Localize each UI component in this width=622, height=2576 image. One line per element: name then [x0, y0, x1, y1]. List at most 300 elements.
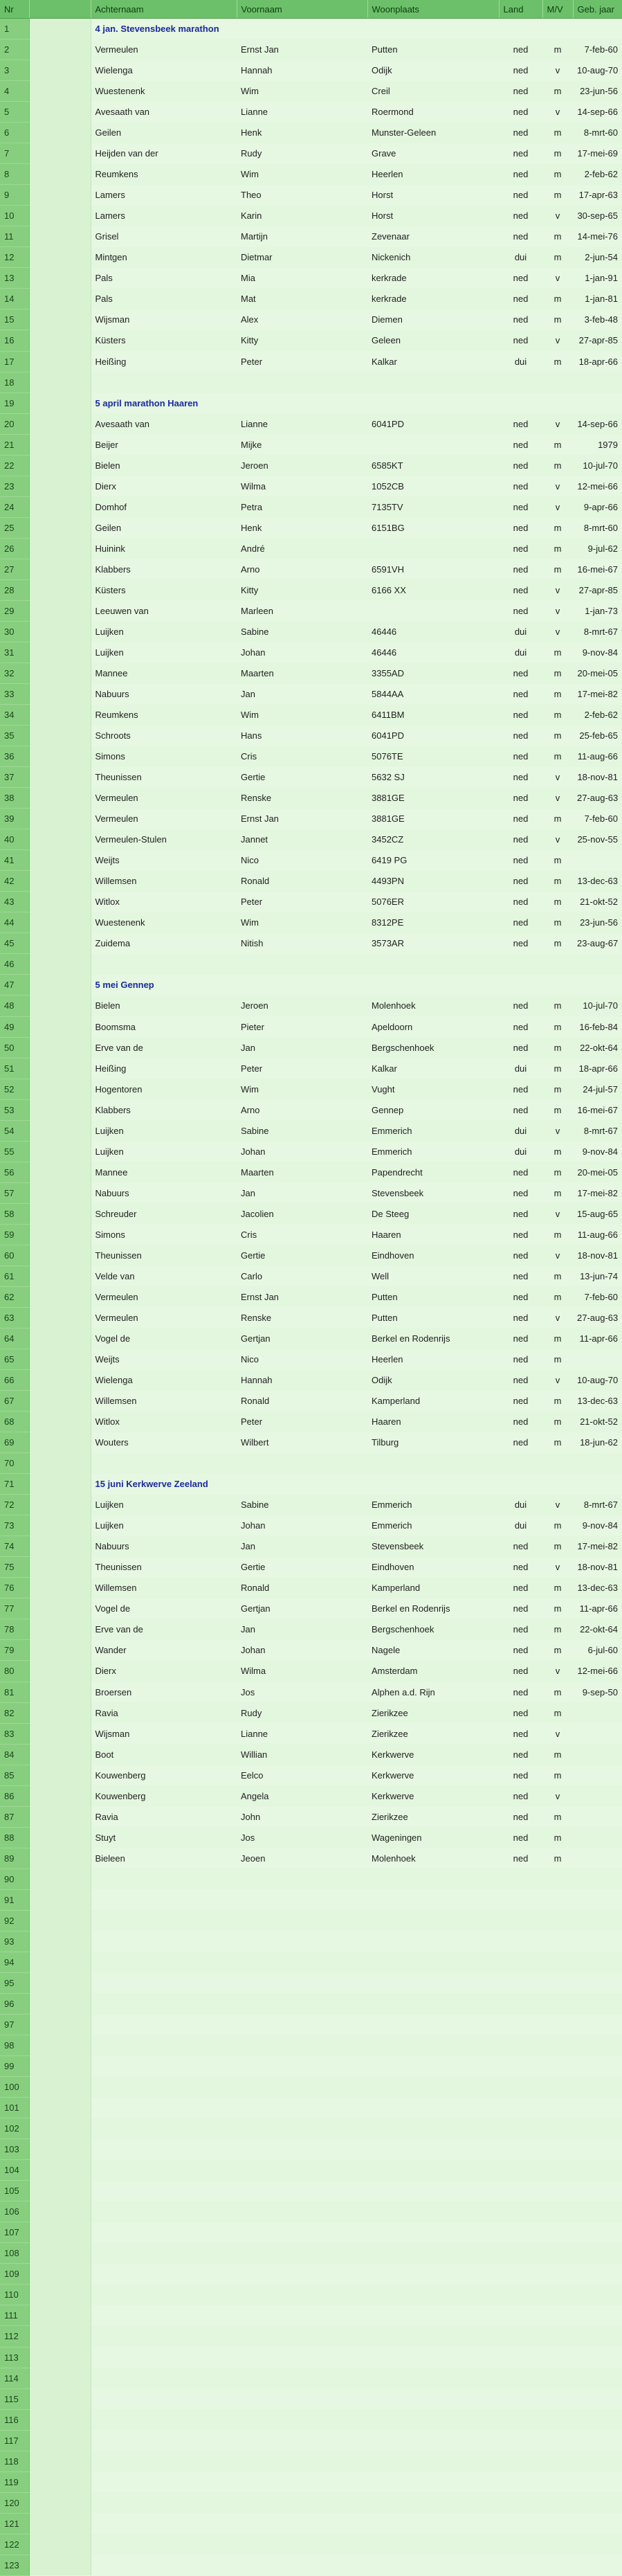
- row-number[interactable]: 83: [0, 1723, 29, 1744]
- row-number[interactable]: 115: [0, 2388, 29, 2409]
- row-number[interactable]: 108: [0, 2243, 29, 2264]
- cell-geb-jaar[interactable]: 23-aug-67: [577, 938, 619, 949]
- cell-land[interactable]: ned: [499, 1328, 542, 1349]
- cell-land[interactable]: ned: [499, 871, 542, 892]
- cell-land[interactable]: ned: [499, 1203, 542, 1224]
- cell-voornaam[interactable]: Henk: [237, 123, 367, 143]
- cell-land[interactable]: [499, 1972, 542, 1993]
- spacer-cell[interactable]: [29, 1370, 91, 1391]
- cell-woonplaats[interactable]: [367, 1910, 499, 1931]
- cell-geb-jaar[interactable]: [573, 1993, 622, 2014]
- cell-mv[interactable]: m: [554, 522, 562, 533]
- cell-woonplaats[interactable]: Grave: [372, 148, 396, 159]
- row-number[interactable]: 45: [0, 933, 29, 954]
- cell-achternaam[interactable]: Willemsen: [95, 1396, 137, 1407]
- cell-land[interactable]: [499, 1993, 542, 2014]
- cell-woonplaats[interactable]: [367, 2118, 499, 2139]
- cell-geb-jaar[interactable]: [573, 2451, 622, 2471]
- row-number[interactable]: 107: [0, 2222, 29, 2243]
- row-number[interactable]: 36: [0, 746, 29, 767]
- cell-woonplaats[interactable]: [367, 2160, 499, 2181]
- cell-geb-jaar[interactable]: 13-jun-74: [580, 1270, 618, 1281]
- cell-geb-jaar[interactable]: 18-jun-62: [580, 1437, 618, 1448]
- cell-woonplaats[interactable]: 3881GE: [372, 813, 405, 825]
- row-number[interactable]: 50: [0, 1037, 29, 1058]
- cell-land[interactable]: [499, 2368, 542, 2388]
- cell-voornaam[interactable]: Martijn: [241, 231, 268, 242]
- cell-voornaam[interactable]: Dietmar: [237, 247, 367, 268]
- row-number[interactable]: 13: [0, 268, 29, 289]
- cell-voornaam[interactable]: [237, 2409, 367, 2430]
- cell-achternaam[interactable]: Luijken: [95, 647, 124, 658]
- row-number[interactable]: 22: [0, 455, 29, 476]
- spacer-cell[interactable]: [29, 1827, 91, 1848]
- cell-woonplaats[interactable]: [367, 2056, 499, 2077]
- cell-land[interactable]: ned: [499, 413, 542, 434]
- cell-voornaam[interactable]: [237, 2243, 367, 2264]
- cell-woonplaats[interactable]: Heerlen: [372, 1354, 403, 1365]
- cell-achternaam[interactable]: Vogel de: [95, 1603, 131, 1614]
- cell-land[interactable]: dui: [514, 1520, 527, 1531]
- cell-mv[interactable]: m: [554, 855, 562, 866]
- cell-geb-jaar[interactable]: [573, 1910, 622, 1931]
- cell-land[interactable]: ned: [499, 206, 542, 226]
- cell-geb-jaar[interactable]: 16-feb-84: [579, 1021, 618, 1032]
- cell-achternaam[interactable]: Dierx: [95, 480, 116, 492]
- spacer-cell[interactable]: [29, 1765, 91, 1785]
- cell-achternaam[interactable]: Nabuurs: [95, 689, 129, 700]
- cell-voornaam[interactable]: Jan: [241, 1187, 255, 1198]
- cell-mv[interactable]: m: [542, 1079, 573, 1099]
- cell-woonplaats[interactable]: Berkel en Rodenrijs: [367, 1328, 499, 1349]
- cell-mv[interactable]: m: [542, 996, 573, 1016]
- row-number[interactable]: 104: [0, 2160, 29, 2181]
- spacer-cell[interactable]: [29, 1120, 91, 1141]
- spacer-cell[interactable]: [29, 372, 91, 393]
- spacer-cell[interactable]: [29, 2451, 91, 2471]
- cell-geb-jaar[interactable]: 14-mei-76: [577, 231, 618, 242]
- cell-achternaam[interactable]: Geilen: [95, 522, 122, 533]
- cell-geb-jaar[interactable]: [573, 2222, 622, 2243]
- row-number[interactable]: 64: [0, 1328, 29, 1349]
- cell-land[interactable]: ned: [513, 107, 529, 118]
- row-number[interactable]: 17: [0, 351, 29, 372]
- cell-mv[interactable]: m: [554, 689, 562, 700]
- cell-geb-jaar[interactable]: 17-mei-69: [577, 148, 618, 159]
- spacer-cell[interactable]: [29, 81, 91, 102]
- cell-voornaam[interactable]: Sabine: [237, 1120, 367, 1141]
- cell-voornaam[interactable]: Johan: [241, 647, 266, 658]
- cell-geb-jaar[interactable]: 17-apr-63: [578, 190, 618, 201]
- cell-mv[interactable]: m: [554, 1811, 562, 1822]
- cell-achternaam[interactable]: Heißing: [95, 356, 127, 367]
- cell-mv[interactable]: v: [542, 621, 573, 642]
- spacer-cell[interactable]: [29, 2347, 91, 2368]
- cell-woonplaats[interactable]: [367, 2305, 499, 2326]
- cell-land[interactable]: ned: [513, 1396, 529, 1407]
- cell-land[interactable]: ned: [513, 855, 529, 866]
- cell-mv[interactable]: v: [542, 206, 573, 226]
- cell-land[interactable]: dui: [514, 1063, 527, 1074]
- cell-woonplaats[interactable]: 1052CB: [372, 480, 404, 492]
- cell-voornaam[interactable]: Wim: [237, 81, 367, 102]
- cell-voornaam[interactable]: Peter: [241, 1063, 263, 1074]
- cell-woonplaats[interactable]: Tilburg: [372, 1437, 399, 1448]
- cell-voornaam[interactable]: [237, 1993, 367, 2014]
- cell-woonplaats[interactable]: [367, 2451, 499, 2471]
- row-number[interactable]: 20: [0, 413, 29, 434]
- spacer-cell[interactable]: [29, 2077, 91, 2098]
- row-number[interactable]: 51: [0, 1058, 29, 1079]
- spacer-cell[interactable]: [29, 143, 91, 164]
- cell-mv[interactable]: m: [542, 123, 573, 143]
- cell-voornaam[interactable]: Maarten: [237, 663, 367, 683]
- cell-land[interactable]: ned: [499, 1412, 542, 1432]
- row-number[interactable]: 118: [0, 2451, 29, 2471]
- cell-achternaam[interactable]: Wander: [95, 1645, 127, 1656]
- cell-achternaam[interactable]: Vogel de: [91, 1328, 237, 1349]
- cell-mv[interactable]: m: [554, 1645, 562, 1656]
- cell-woonplaats[interactable]: 6411BM: [367, 705, 499, 726]
- cell-voornaam[interactable]: [237, 2347, 367, 2368]
- spacer-cell[interactable]: [29, 1619, 91, 1640]
- spacer-cell[interactable]: [29, 1307, 91, 1328]
- cell-geb-jaar[interactable]: [573, 1744, 622, 1765]
- row-number[interactable]: 123: [0, 2555, 29, 2575]
- row-number[interactable]: 59: [0, 1224, 29, 1245]
- spacer-cell[interactable]: [29, 579, 91, 600]
- cell-woonplaats[interactable]: Odijk: [372, 65, 392, 76]
- cell-woonplaats[interactable]: [367, 1931, 499, 1952]
- cell-mv[interactable]: m: [542, 1286, 573, 1307]
- cell-land[interactable]: dui: [499, 247, 542, 268]
- cell-geb-jaar[interactable]: [573, 2035, 622, 2056]
- cell-woonplaats[interactable]: [367, 434, 499, 455]
- cell-voornaam[interactable]: Ronald: [237, 871, 367, 892]
- cell-geb-jaar[interactable]: [573, 2015, 622, 2035]
- cell-mv[interactable]: v: [542, 579, 573, 600]
- cell-achternaam[interactable]: Klabbers: [95, 1104, 131, 1115]
- cell-land[interactable]: [499, 1952, 542, 1972]
- row-number[interactable]: 86: [0, 1785, 29, 1806]
- cell-geb-jaar[interactable]: 30-sep-65: [573, 206, 622, 226]
- cell-land[interactable]: [499, 2451, 542, 2471]
- cell-voornaam[interactable]: Nico: [241, 855, 259, 866]
- cell-achternaam[interactable]: [91, 2098, 237, 2118]
- cell-mv[interactable]: m: [542, 289, 573, 309]
- row-number[interactable]: 5: [0, 102, 29, 123]
- cell-achternaam[interactable]: Vermeulen: [95, 1312, 138, 1323]
- cell-achternaam[interactable]: Wijsman: [95, 314, 130, 325]
- cell-woonplaats[interactable]: 6151BG: [372, 522, 405, 533]
- cell-achternaam[interactable]: Bielen: [91, 996, 237, 1016]
- cell-achternaam[interactable]: [91, 2160, 237, 2181]
- cell-achternaam[interactable]: Pals: [91, 289, 237, 309]
- spacer-cell[interactable]: [29, 1868, 91, 1889]
- cell-geb-jaar[interactable]: [573, 1765, 622, 1785]
- cell-mv[interactable]: [542, 1931, 573, 1952]
- spacer-cell[interactable]: [29, 226, 91, 247]
- cell-voornaam[interactable]: Sabine: [237, 621, 367, 642]
- cell-land[interactable]: ned: [513, 231, 529, 242]
- cell-mv[interactable]: m: [542, 39, 573, 60]
- cell-voornaam[interactable]: Maarten: [237, 1162, 367, 1182]
- row-number[interactable]: 106: [0, 2201, 29, 2222]
- header-achternaam[interactable]: Achternaam: [91, 0, 237, 19]
- cell-land[interactable]: ned: [499, 1661, 542, 1682]
- cell-woonplaats[interactable]: Nickenich: [367, 247, 499, 268]
- cell-geb-jaar[interactable]: 13-dec-63: [573, 871, 622, 892]
- cell-achternaam[interactable]: [91, 1931, 237, 1952]
- cell-woonplaats[interactable]: Molenhoek: [372, 1853, 416, 1864]
- cell-geb-jaar[interactable]: 14-sep-66: [573, 413, 622, 434]
- cell-mv[interactable]: [542, 2347, 573, 2368]
- row-number[interactable]: 69: [0, 1432, 29, 1453]
- cell-voornaam[interactable]: Willian: [237, 1744, 367, 1765]
- cell-mv[interactable]: v: [555, 1562, 560, 1573]
- cell-achternaam[interactable]: Leeuwen van: [95, 605, 149, 616]
- cell-woonplaats[interactable]: Zevenaar: [372, 231, 410, 242]
- cell-geb-jaar[interactable]: 14-sep-66: [577, 107, 618, 118]
- row-number[interactable]: 98: [0, 2035, 29, 2056]
- cell-land[interactable]: [499, 2347, 542, 2368]
- cell-mv[interactable]: [542, 2264, 573, 2285]
- cell-voornaam[interactable]: Jos: [237, 1827, 367, 1848]
- cell-woonplaats[interactable]: 5076TE: [367, 746, 499, 767]
- cell-land[interactable]: ned: [499, 455, 542, 476]
- cell-woonplaats[interactable]: [367, 954, 499, 975]
- row-number[interactable]: 121: [0, 2513, 29, 2534]
- cell-achternaam[interactable]: Boomsma: [95, 1021, 136, 1032]
- cell-land[interactable]: ned: [499, 1744, 542, 1765]
- cell-mv[interactable]: v: [542, 829, 573, 850]
- cell-geb-jaar[interactable]: [573, 1827, 622, 1848]
- cell-geb-jaar[interactable]: [573, 2118, 622, 2139]
- cell-woonplaats[interactable]: [367, 2326, 499, 2347]
- row-number[interactable]: 89: [0, 1848, 29, 1868]
- cell-land[interactable]: ned: [499, 1578, 542, 1598]
- cell-voornaam[interactable]: Ronald: [241, 1396, 270, 1407]
- cell-geb-jaar[interactable]: [573, 2264, 622, 2285]
- row-number[interactable]: 72: [0, 1495, 29, 1515]
- spacer-cell[interactable]: [29, 2160, 91, 2181]
- cell-achternaam[interactable]: [91, 2555, 237, 2575]
- spacer-cell[interactable]: [29, 1391, 91, 1412]
- cell-voornaam[interactable]: Lianne: [241, 107, 268, 118]
- cell-mv[interactable]: v: [555, 273, 560, 284]
- spacer-cell[interactable]: [29, 933, 91, 954]
- cell-voornaam[interactable]: Peter: [237, 1412, 367, 1432]
- cell-geb-jaar[interactable]: 7-feb-60: [584, 813, 618, 825]
- cell-voornaam[interactable]: Marleen: [241, 605, 273, 616]
- cell-land[interactable]: ned: [513, 938, 529, 949]
- cell-mv[interactable]: [542, 2181, 573, 2201]
- cell-voornaam[interactable]: John: [241, 1811, 261, 1822]
- cell-voornaam[interactable]: Angela: [237, 1785, 367, 1806]
- row-number[interactable]: 40: [0, 829, 29, 850]
- cell-mv[interactable]: v: [542, 1203, 573, 1224]
- cell-geb-jaar[interactable]: [573, 2139, 622, 2160]
- cell-mv[interactable]: [542, 2160, 573, 2181]
- section-title[interactable]: 5 april marathon Haaren: [95, 397, 199, 408]
- cell-mv[interactable]: m: [542, 1827, 573, 1848]
- cell-mv[interactable]: m: [554, 1104, 562, 1115]
- cell-achternaam[interactable]: Witlox: [95, 897, 120, 908]
- cell-land[interactable]: [499, 2430, 542, 2451]
- cell-land[interactable]: [499, 2555, 542, 2575]
- cell-mv[interactable]: m: [554, 1769, 562, 1781]
- cell-achternaam[interactable]: Geilen: [91, 123, 237, 143]
- cell-mv[interactable]: m: [554, 1686, 562, 1697]
- cell-mv[interactable]: v: [555, 1728, 560, 1739]
- cell-mv[interactable]: [542, 2368, 573, 2388]
- cell-mv[interactable]: m: [542, 247, 573, 268]
- cell-land[interactable]: [499, 2471, 542, 2492]
- cell-geb-jaar[interactable]: [573, 2056, 622, 2077]
- cell-voornaam[interactable]: Wilma: [241, 480, 266, 492]
- cell-mv[interactable]: m: [542, 912, 573, 933]
- cell-geb-jaar[interactable]: [573, 2471, 622, 2492]
- row-number[interactable]: 119: [0, 2471, 29, 2492]
- cell-woonplaats[interactable]: [367, 2409, 499, 2430]
- row-number[interactable]: 74: [0, 1536, 29, 1557]
- cell-mv[interactable]: m: [554, 1520, 562, 1531]
- cell-mv[interactable]: [542, 2077, 573, 2098]
- spacer-cell[interactable]: [29, 330, 91, 351]
- row-number[interactable]: 67: [0, 1391, 29, 1412]
- cell-woonplaats[interactable]: [367, 2264, 499, 2285]
- cell-land[interactable]: ned: [513, 1562, 529, 1573]
- cell-woonplaats[interactable]: 6585KT: [367, 455, 499, 476]
- cell-achternaam[interactable]: Pals: [95, 273, 113, 284]
- cell-geb-jaar[interactable]: 20-mei-05: [573, 663, 622, 683]
- row-number[interactable]: 57: [0, 1182, 29, 1203]
- row-number[interactable]: 60: [0, 1245, 29, 1266]
- cell-woonplaats[interactable]: Heerlen: [367, 164, 499, 185]
- cell-mv[interactable]: m: [542, 1328, 573, 1349]
- cell-woonplaats[interactable]: 8312PE: [367, 912, 499, 933]
- row-number[interactable]: 33: [0, 684, 29, 705]
- cell-geb-jaar[interactable]: [573, 2409, 622, 2430]
- cell-land[interactable]: ned: [513, 1686, 529, 1697]
- cell-achternaam[interactable]: Schreuder: [91, 1203, 237, 1224]
- cell-achternaam[interactable]: Luijken: [91, 1495, 237, 1515]
- cell-woonplaats[interactable]: [367, 2015, 499, 2035]
- cell-voornaam[interactable]: Renske: [237, 788, 367, 809]
- cell-voornaam[interactable]: Nitish: [241, 938, 264, 949]
- spacer-cell[interactable]: [29, 954, 91, 975]
- cell-voornaam[interactable]: [237, 2513, 367, 2534]
- cell-achternaam[interactable]: [91, 2430, 237, 2451]
- cell-voornaam[interactable]: [237, 2222, 367, 2243]
- spacer-cell[interactable]: [29, 1037, 91, 1058]
- cell-woonplaats[interactable]: Kalkar: [372, 1063, 397, 1074]
- row-number[interactable]: 97: [0, 2015, 29, 2035]
- cell-achternaam[interactable]: [91, 372, 237, 393]
- row-number[interactable]: 56: [0, 1162, 29, 1182]
- cell-land[interactable]: [499, 2492, 542, 2513]
- cell-mv[interactable]: m: [554, 647, 562, 658]
- cell-land[interactable]: ned: [499, 39, 542, 60]
- cell-achternaam[interactable]: Wuestenenk: [91, 912, 237, 933]
- cell-voornaam[interactable]: Arno: [241, 564, 260, 575]
- cell-woonplaats[interactable]: 5844AA: [372, 689, 404, 700]
- cell-mv[interactable]: m: [542, 1702, 573, 1723]
- cell-woonplaats[interactable]: 6591VH: [372, 564, 404, 575]
- cell-voornaam[interactable]: [237, 2160, 367, 2181]
- cell-land[interactable]: ned: [499, 1286, 542, 1307]
- cell-mv[interactable]: [542, 1972, 573, 1993]
- cell-woonplaats[interactable]: Bergschenhoek: [367, 1037, 499, 1058]
- cell-geb-jaar[interactable]: [573, 1806, 622, 1827]
- cell-land[interactable]: ned: [513, 439, 529, 450]
- cell-voornaam[interactable]: Wilbert: [241, 1437, 269, 1448]
- spacer-cell[interactable]: [29, 2368, 91, 2388]
- cell-achternaam[interactable]: Wielenga: [95, 65, 133, 76]
- cell-voornaam[interactable]: Wim: [237, 1079, 367, 1099]
- spacer-cell[interactable]: [29, 393, 91, 413]
- cell-achternaam[interactable]: Willemsen: [91, 871, 237, 892]
- cell-land[interactable]: ned: [499, 330, 542, 351]
- cell-woonplaats[interactable]: 5632 SJ: [372, 772, 405, 783]
- row-number[interactable]: 53: [0, 1099, 29, 1120]
- cell-mv[interactable]: m: [554, 1146, 562, 1157]
- row-number[interactable]: 31: [0, 642, 29, 663]
- spacer-cell[interactable]: [29, 2139, 91, 2160]
- cell-voornaam[interactable]: Hannah: [241, 65, 273, 76]
- row-number[interactable]: 99: [0, 2056, 29, 2077]
- cell-voornaam[interactable]: Ernst Jan: [237, 1286, 367, 1307]
- row-number[interactable]: 80: [0, 1661, 29, 1682]
- cell-voornaam[interactable]: Peter: [241, 897, 263, 908]
- cell-mv[interactable]: [542, 2534, 573, 2555]
- row-number[interactable]: 27: [0, 559, 29, 579]
- cell-geb-jaar[interactable]: [573, 2368, 622, 2388]
- cell-mv[interactable]: m: [554, 148, 562, 159]
- cell-land[interactable]: ned: [513, 522, 529, 533]
- cell-achternaam[interactable]: Theunissen: [95, 772, 142, 783]
- cell-achternaam[interactable]: Nabuurs: [95, 1187, 129, 1198]
- cell-achternaam[interactable]: Luijken: [91, 621, 237, 642]
- cell-land[interactable]: ned: [513, 1603, 529, 1614]
- spacer-cell[interactable]: [29, 1661, 91, 1682]
- cell-mv[interactable]: v: [542, 788, 573, 809]
- cell-woonplaats[interactable]: Horst: [372, 190, 394, 201]
- cell-mv[interactable]: m: [554, 1187, 562, 1198]
- cell-achternaam[interactable]: Ravia: [95, 1811, 118, 1822]
- cell-mv[interactable]: [542, 2222, 573, 2243]
- cell-mv[interactable]: [542, 2243, 573, 2264]
- cell-achternaam[interactable]: Luijken: [91, 1120, 237, 1141]
- cell-woonplaats[interactable]: Horst: [367, 206, 499, 226]
- row-number[interactable]: 96: [0, 1993, 29, 2014]
- cell-voornaam[interactable]: Ronald: [237, 1578, 367, 1598]
- cell-voornaam[interactable]: Lianne: [241, 1728, 268, 1739]
- cell-mv[interactable]: [542, 2451, 573, 2471]
- row-number[interactable]: 101: [0, 2098, 29, 2118]
- row-number[interactable]: 65: [0, 1349, 29, 1370]
- cell-achternaam[interactable]: Bieleen: [95, 1853, 125, 1864]
- cell-mv[interactable]: [542, 2430, 573, 2451]
- cell-woonplaats[interactable]: [367, 2368, 499, 2388]
- cell-geb-jaar[interactable]: 6-jul-60: [587, 1645, 618, 1656]
- row-number[interactable]: 110: [0, 2285, 29, 2305]
- cell-geb-jaar[interactable]: [573, 850, 622, 871]
- row-number[interactable]: 1: [0, 19, 29, 39]
- row-number[interactable]: 28: [0, 579, 29, 600]
- cell-achternaam[interactable]: Stuyt: [91, 1827, 237, 1848]
- cell-achternaam[interactable]: Küsters: [91, 330, 237, 351]
